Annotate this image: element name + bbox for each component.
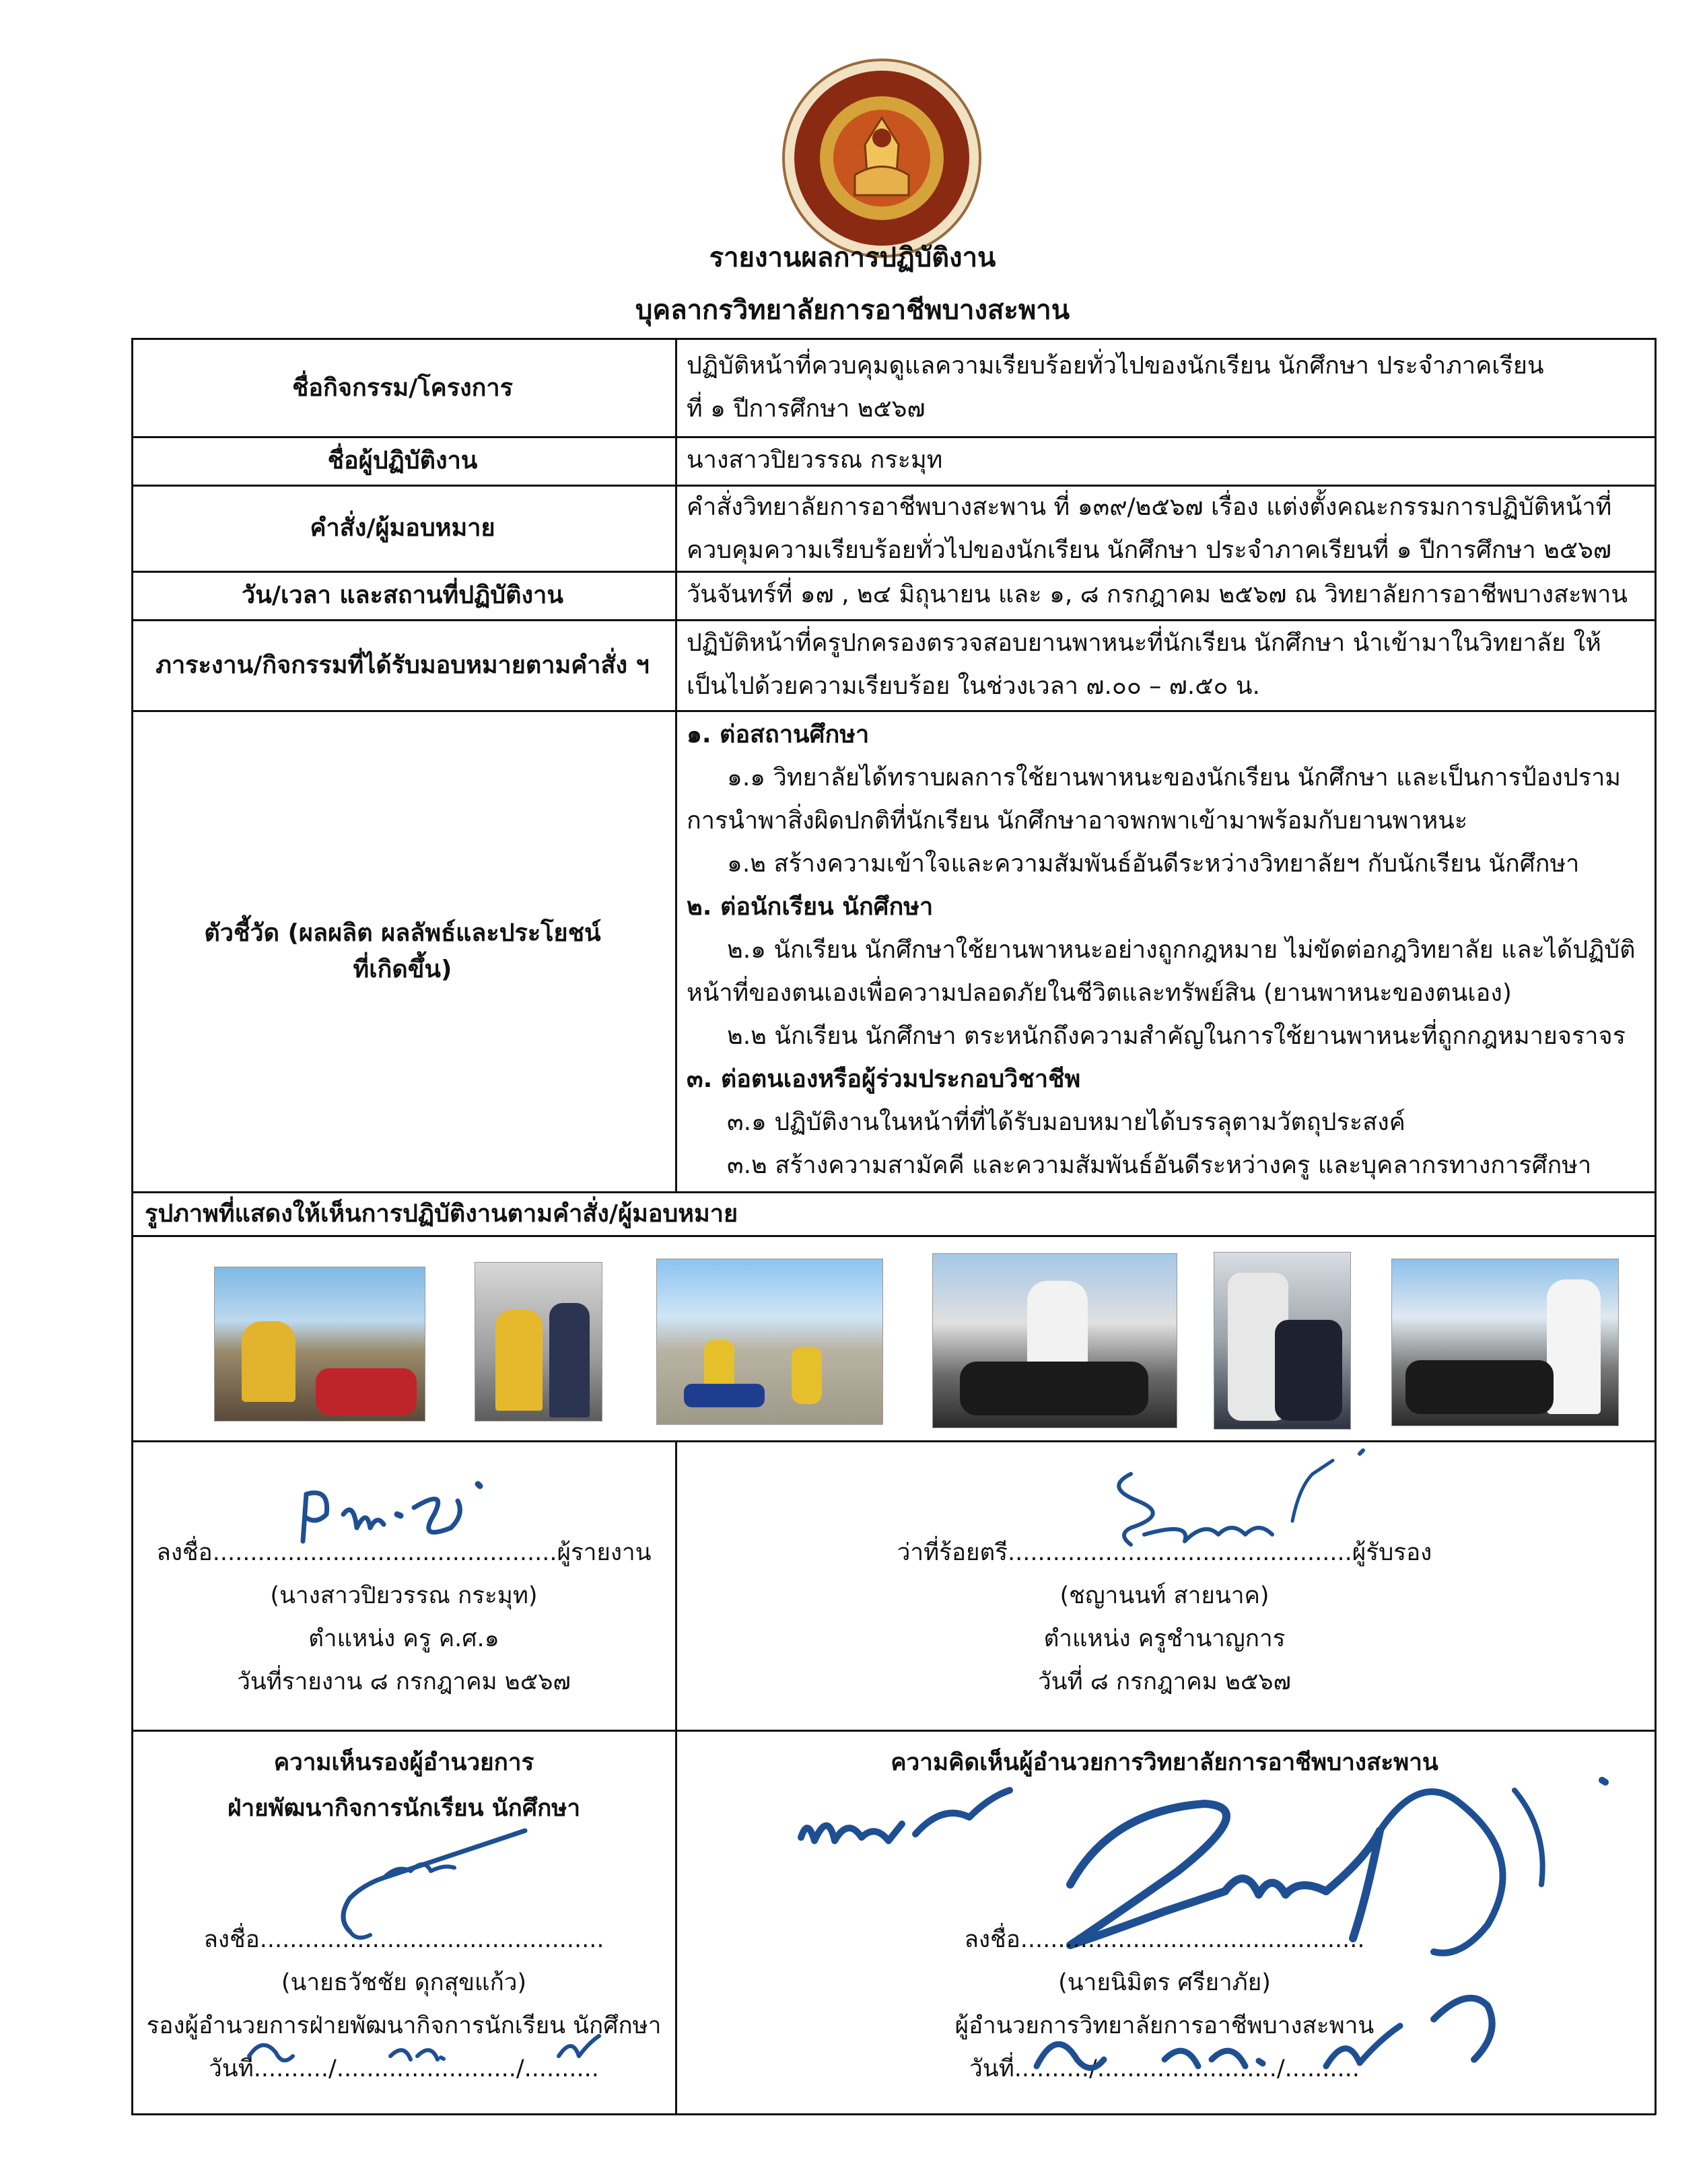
director-sign-line: ลงชื่อ.............................................. <box>964 1926 1365 1953</box>
indicators-label: ตัวชี้วัด (ผลผลิต ผลลัพธ์และประโยชน์ ที่เกิดขึ้น) <box>204 919 601 983</box>
activity-photo <box>656 1259 883 1425</box>
certifier-signature <box>1090 1447 1387 1561</box>
indicator-heading: ๑. ต่อสถานศึกษา <box>687 721 870 748</box>
reporter-name: (นางสาวปิยวรรณ กระมุท) <box>270 1582 538 1609</box>
indicators-list <box>687 713 1646 1187</box>
activity-photo <box>214 1267 425 1421</box>
task-value: ปฏิบัติหน้าที่ครูปกครองตรวจสอบยานพาหนะที่นักเรียน นักศึกษา นำเข้ามาในวิทยาลัย ให้ เป็นไปด้วยความเรียบร้อย ในช่วงเวลา ๗.๐๐ – ๗.๕๐ น. <box>687 629 1601 700</box>
indicator-item: ๒.๒ นักเรียน นักศึกษา ตระหนักถึงความสำคัญในการใช้ยานพาหนะที่ถูกกฎหมายจราจร <box>727 1022 1626 1050</box>
reporter-signature-block <box>141 1531 666 1703</box>
certifier-date: วันที่ ๘ กรกฎาคม ๒๕๖๗ <box>1038 1668 1291 1695</box>
indicator-item: ๓.๑ ปฏิบัติงานในหน้าที่ที่ได้รับมอบหมายได้บรรลุตามวัตถุประสงค์ <box>727 1108 1405 1136</box>
deputy-handwritten-date-strokes <box>236 2016 613 2076</box>
task-label: ภาระงาน/กิจกรรมที่ได้รับมอบหมายตามคำสั่ง ฯ <box>155 651 650 679</box>
certifier-sign-line: ว่าที่ร้อยตรี..............................................ผู้รับรอง <box>897 1539 1432 1566</box>
indicator-item: การนำพาสิ่งผิดปกติที่นักเรียน นักศึกษาอาจพกพาเข้ามาพร้อมกับยานพาหนะ <box>687 807 1468 835</box>
deputy-heading: ความเห็นรองผู้อำนวยการ ฝ่ายพัฒนากิจการนักเรียน นักศึกษา <box>227 1749 581 1822</box>
activity-value: ปฏิบัติหน้าที่ควบคุมดูแลความเรียบร้อยทั่วไปของนักเรียน นักศึกษา ประจำภาคเรียน ที่ ๑ ปีการศึกษา ๒๕๖๗ <box>687 352 1544 423</box>
certifier-position: ตำแหน่ง ครูชำนาญการ <box>1043 1625 1286 1652</box>
datetime-label: วัน/เวลา และสถานที่ปฏิบัติงาน <box>242 582 563 609</box>
activity-photo <box>932 1253 1177 1428</box>
certifier-name: (ชญานนท์ สายนาค) <box>1059 1582 1269 1609</box>
report-title: รายงานผลการปฏิบัติงาน <box>709 242 996 273</box>
indicator-item: ๒.๑ นักเรียน นักศึกษาใช้ยานพาหนะอย่างถูกกฎหมาย ไม่ขัดต่อกฎวิทยาลัย และได้ปฏิบัติ <box>727 936 1636 964</box>
director-heading: ความคิดเห็นผู้อำนวยการวิทยาลัยการอาชีพบางสะพาน <box>891 1749 1438 1776</box>
director-handwritten-date-strokes <box>1023 2012 1427 2086</box>
activity-photo <box>1214 1252 1351 1430</box>
performer-value: นางสาวปิยวรรณ กระมุท <box>687 446 943 474</box>
activity-label: ชื่อกิจกรรม/โครงการ <box>292 374 513 402</box>
indicator-item: ๓.๒ สร้างความสามัคคี และความสัมพันธ์อันดีระหว่างครู และบุคลากรทางการศึกษา <box>727 1152 1592 1179</box>
director-name: (นายนิมิตร ศรียาภัย) <box>1058 1969 1271 1996</box>
datetime-value: วันจันทร์ที่ ๑๗ , ๒๔ มิถุนายน และ ๑, ๘ กรกฎาคม ๒๕๖๗ ณ วิทยาลัยการอาชีพบางสะพาน <box>687 581 1628 608</box>
college-logo <box>781 57 983 259</box>
deputy-position: รองผู้อำนวยการฝ่ายพัฒนากิจการนักเรียน นักศึกษา <box>146 2012 662 2039</box>
deputy-sign-line: ลงชื่อ.............................................. <box>203 1926 604 1953</box>
photos-label: รูปภาพที่แสดงให้เห็นการปฏิบัติงานตามคำสั่ง/ผู้มอบหมาย <box>145 1200 738 1228</box>
indicator-item: ๑.๑ วิทยาลัยได้ทราบผลการใช้ยานพาหนะของนักเรียน นักศึกษา และเป็นการป้องปราม <box>727 764 1622 791</box>
activity-photo <box>475 1262 602 1421</box>
report-subtitle: บุคลากรวิทยาลัยการอาชีพบางสะพาน <box>635 295 1070 326</box>
activity-photo <box>1391 1259 1619 1426</box>
indicator-item: หน้าที่ของตนเองเพื่อความปลอดภัยในชีวิตและทรัพย์สิน (ยานพาหนะของตนเอง) <box>687 979 1512 1007</box>
order-value: คำสั่งวิทยาลัยการอาชีพบางสะพาน ที่ ๑๓๙/๒๕๖๗ เรื่อง แต่งตั้งคณะกรรมการปฏิบัติหน้าที่ ควบคุมความเรียบร้อยทั่วไปของนักเรียน นักศึกษา ประจำภาคเรียนที่ ๑ ปีการศึกษา ๒๕๖๗ <box>687 493 1612 564</box>
performer-label: ชื่อผู้ปฏิบัติงาน <box>327 447 478 474</box>
reporter-signature <box>289 1467 505 1555</box>
deputy-signature <box>310 1824 538 1945</box>
indicator-heading: ๒. ต่อนักเรียน นักศึกษา <box>687 893 934 921</box>
indicator-item: ๑.๒ สร้างความเข้าใจและความสัมพันธ์อันดีระหว่างวิทยาลัยฯ กับนักเรียน นักศึกษา <box>727 850 1580 878</box>
deputy-name: (นายธวัชชัย ดุกสุขแก้ว) <box>281 1969 527 1996</box>
director-date: วันที่........../......................../.......... <box>969 2055 1360 2082</box>
deputy-date: วันที่........../......................../.......... <box>209 2055 599 2082</box>
reporter-date: วันที่รายงาน ๘ กรกฎาคม ๒๕๖๗ <box>237 1668 571 1695</box>
indicator-heading: ๓. ต่อตนเองหรือผู้ร่วมประกอบวิชาชีพ <box>687 1065 1081 1093</box>
reporter-position: ตำแหน่ง ครู ค.ศ.๑ <box>308 1625 499 1652</box>
reporter-sign-line: ลงชื่อ..............................................ผู้รายงาน <box>156 1539 652 1566</box>
order-label: คำสั่ง/ผู้มอบหมาย <box>310 514 495 542</box>
director-position: ผู้อำนวยการวิทยาลัยการอาชีพบางสะพาน <box>954 2012 1375 2039</box>
